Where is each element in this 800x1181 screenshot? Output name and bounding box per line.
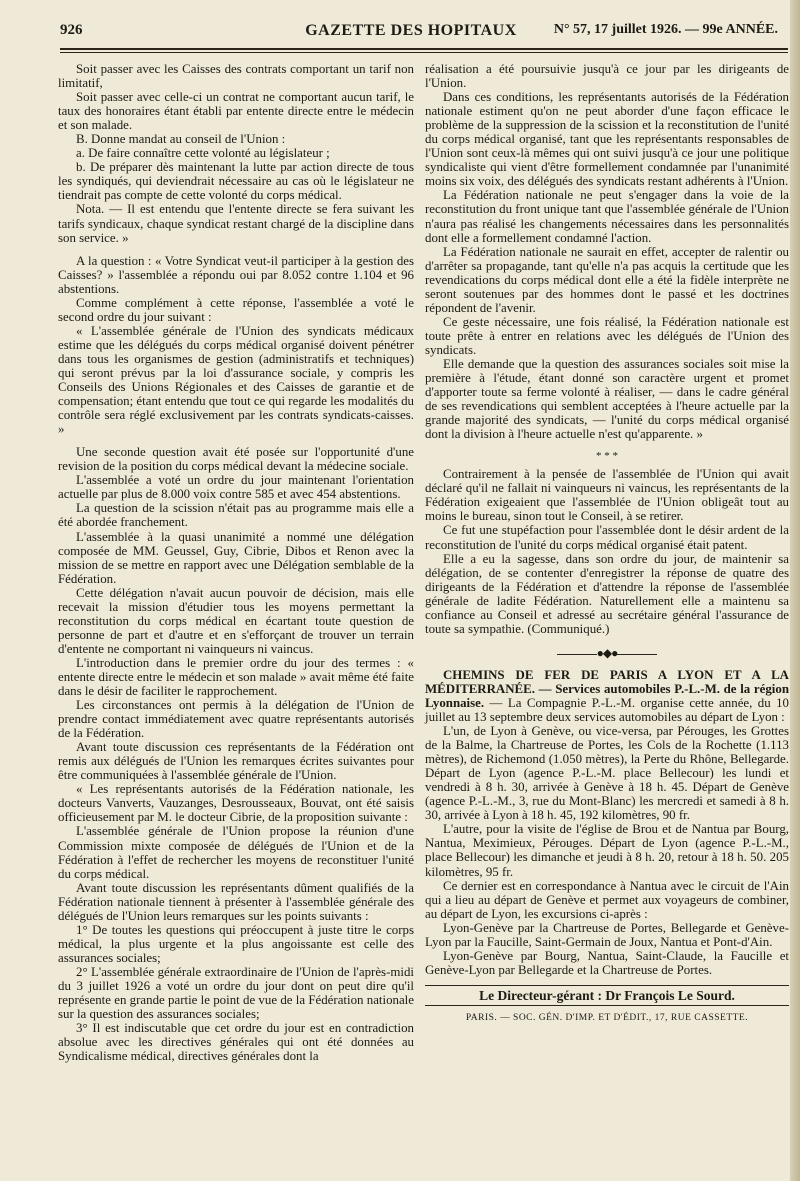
paragraph: b. De préparer dès maintenant la lutte par action directe de tous les syndiqués, qui deviendrait nécessaire au cas où le législateur ne tiendrait pas compte de cette volonté du corps médical. <box>58 160 414 203</box>
paragraph: Comme complément à cette réponse, l'assemblée a voté le second ordre du jour suivant : <box>58 295 414 324</box>
paragraph: Nota. — Il est entendu que l'entente directe se fera suivant les tarifs syndicaux, chaque syndicat restant chargé de la discipline dans son service. » <box>58 202 414 245</box>
paragraph: « Les représentants autorisés de la Fédération nationale, les docteurs Vanverts, Vauzanges, Desrousseaux, Bouvat, ont été saisis officieusement par M. le docteur Cibrie, de la proposition suivante : <box>58 782 414 825</box>
paragraph: La question de la scission n'était pas au programme mais elle a été abordée franchement. <box>58 501 414 530</box>
paragraph: L'un, de Lyon à Genève, ou vice-versa, par Pérouges, les Grottes de la Balme, la Chartreuse de Portes, les Cols de la Rochette (1.113 mètres), de Richemond (1.050 mètres), la Perte du Rhône, Bellegarde. Départ de Lyon (agence P.-L.-M. place Bellecour) les lundi et vendredi à 8 h. 30, arrivée à Genève à 18 h. 45. Départ de Genève (agence P.-L.-M., 3, rue du Mont-Blanc) les mercredi et samedi à 8 h. 30, arrivée à Lyon à 18 h. 45, 192 kilomètres, 90 fr. <box>425 724 789 823</box>
paragraph <box>425 668 789 724</box>
paragraph: Avant toute discussion les représentants dûment qualifiés de la Fédération nationale tiennent à présenter à l'assemblée générale des délégués de l'Union leurs remarques sur les points suivants : <box>58 880 414 923</box>
paragraph: réalisation a été poursuivie jusqu'à ce jour par les dirigeants de l'Union. <box>425 62 789 91</box>
paragraph: Les circonstances ont permis à la délégation de l'Union de prendre contact immédiatement avec quatre représentants autorisés de la Fédération. <box>58 698 414 741</box>
issue-info: N° 57, 17 juillet 1926. — 99e ANNÉE. <box>553 22 778 37</box>
railway-heading: CHEMINS DE FER DE PARIS A LYON ET A LA MÉDITERRANÉE. — Services automobiles P.-L.-M. de la région Lyonnaise. <box>425 667 789 710</box>
paragraph: Dans ces conditions, les représentants autorisés de la Fédération nationale estiment qu'on ne peut aborder d'une façon efficace le problème de la suppression de la scission et la reconstitution de l'unité du corps médical organisé, tant que les représentants responsables de l'Union sont ceux-là mêmes qui ont suivi jusqu'à ce jour une politique syndicaliste qui vient d'être formellement condamnée par l'unanimité moins six voix, des délégués des syndicats restant adhérents à l'Union. <box>425 90 789 189</box>
paragraph: Avant toute discussion ces représentants de la Fédération ont remis aux délégués de l'Union les remarques écrites suivantes pour être communiquées à l'assemblée générale de l'Union. <box>58 740 414 783</box>
printer-line: PARIS. — SOC. GÉN. D'IMP. ET D'ÉDIT., 17, RUE CASSETTE. <box>465 1012 749 1023</box>
paragraph: L'assemblée à la quasi unanimité a nommé une délégation composée de MM. Geussel, Guy, Cibrie, Dibos et Renon avec la mission de se mettre en rapport avec une Délégation semblable de la Fédération. <box>58 529 414 586</box>
paragraph: Soit passer avec les Caisses des contrats comportant un tarif non limitatif, <box>58 62 414 91</box>
director-line: Le Directeur-gérant : Dr François Le Sourd. <box>425 985 789 1006</box>
paragraph: 1° De toutes les questions qui préoccupent à juste titre le corps médical, la plus urgente et la plus angoissante est celle des assurances sociales; <box>58 922 414 965</box>
paragraph: Une seconde question avait été posée sur l'opportunité d'une revision de la position du corps médical devant la médecine sociale. <box>58 445 414 474</box>
paragraph: Ce geste nécessaire, une fois réalisé, la Fédération nationale est toute prête à entrer en relations avec les délégués de l'Union des syndicats. <box>425 314 789 357</box>
paragraph: Ce dernier est en correspondance à Nantua avec le circuit de l'Ain qui a lieu au départ de Genève et permet aux voyageurs de combiner, au départ de Lyon, les excursions ci-après : <box>425 878 789 921</box>
paragraph: Elle a eu la sagesse, dans son ordre du jour, de maintenir sa délégation, de se contenter d'enregistrer la réponse de quatre des dirigeants de la Fédération et d'attendre la réponse de l'assemblée générale de ladite Fédération. Naturellement elle a maintenu sa confiance au Conseil et adressé au secrétaire général l'assurance de toute sa sympathie. (Communiqué.) <box>425 551 789 636</box>
paragraph: Lyon-Genève par Bourg, Nantua, Saint-Claude, la Faucille et Genève-Lyon par Bellegarde et la Chartreuse de Portes. <box>425 948 789 977</box>
paragraph: L'assemblée générale de l'Union propose la réunion d'une Commission mixte composée de délégués de l'Union et de la Fédération à l'effet de rechercher les moyens de reconstituer l'unité du corps médical. <box>58 824 414 881</box>
paragraph: Cette délégation n'avait aucun pouvoir de décision, mais elle recevait la mission d'étudier tous les moyens permettant la reconstitution du corps médical en écartant toute question de personne de part et d'autre et en s'efforçant de trouver un terrain d'entente ne comportant ni vainqueurs ni vaincus. <box>58 585 414 656</box>
paragraph: Contrairement à la pensée de l'assemblée de l'Union qui avait déclaré qu'il ne fallait ni vainqueurs ni vaincus, les représentants de la Fédération exigeaient que l'assemblée de l'Union obligeât tout au moins le bureau, sinon tout le Conseil, à se retirer. <box>425 467 789 524</box>
railway-intro: — La Compagnie P.-L.-M. organise cette année, du 10 juillet au 13 septembre deux services automobiles au départ de Lyon : <box>425 695 789 725</box>
page-header <box>30 22 792 44</box>
journal-title: GAZETTE DES HOPITAUX <box>305 22 517 39</box>
paragraph: L'introduction dans le premier ordre du jour des termes : « entente directe entre le médecin et son malade » avait même été faite dans le désir de faciliter le rapprochement. <box>58 655 414 699</box>
left-column <box>58 62 414 1063</box>
right-column <box>425 62 789 1025</box>
paragraph: La Fédération nationale ne saurait en effet, accepter de ralentir ou d'arrêter sa propagande, tant qu'elle n'a pas acquis la certitude que les revendications du corps médical dont elle a été la fidèle interprète ne seront soutenues par des hommes dont le passé et les doctrines répondent de l'avenir. <box>425 244 789 315</box>
paragraph: Elle demande que la question des assurances sociales soit mise la première à l'étude, étant donné son caractère urgent et promet d'apporter toute sa ferme volonté à réaliser, — dans le cadre général de ses revendications qui semblent acceptées à l'heure actuelle par la grande majorité des syndicats, — l'unité du corps médical organisé dont la division à l'heure actuelle n'est qu'apparente. » <box>425 356 789 442</box>
paragraph: Lyon-Genève par la Chartreuse de Portes, Bellegarde et Genève-Lyon par la Faucille, Saint-Germain de Joux, Nantua et Pont-d'Ain. <box>425 920 789 949</box>
paragraph: Ce fut une stupéfaction pour l'assemblée dont le désir ardent de la reconstitution de l'unité du corps médical organisé était patent. <box>425 523 789 552</box>
paragraph: La Fédération nationale ne peut s'engager dans la voie de la reconstitution du front unique tant que l'assemblée générale de l'Union n'aura pas réalisé les changements nécessaires dans les personnalités dont elle a formellement condamné l'action. <box>425 188 789 245</box>
paragraph: 2° L'assemblée générale extraordinaire de l'Union de l'après-midi du 3 juillet 1926 a voté un ordre du jour dont on peut dire qu'il représente en grande partie le point de vue de la Fédération nationale sur la question des assurances sociales; <box>58 964 414 1022</box>
paragraph: L'assemblée a voté un ordre du jour maintenant l'orientation actuelle par plus de 8.000 voix contre 585 et avec 454 abstentions. <box>58 473 414 502</box>
paragraph: 3° Il est indiscutable que cet ordre du jour est en contradiction absolue avec les directives générales qui ont été données au Syndicalisme médical, directives générales dont la <box>58 1021 414 1064</box>
paragraph: L'autre, pour la visite de l'église de Brou et de Nantua par Bourg, Nantua, Meximieux, Pérouges. Départ de Lyon (agence P.-L.-M., place Bellecour) les dimanche et jeudi à 8 h. 20, retour à 18 h. 50. 205 kilomètres, 95 fr. <box>425 822 789 879</box>
paragraph: Soit passer avec celle-ci un contrat ne comportant aucun tarif, le taux des honoraires étant établi par entente directe entre le médecin et son malade. <box>58 90 414 133</box>
header-rule-thin <box>60 52 788 53</box>
scan-edge <box>790 0 800 1181</box>
header-rule <box>60 48 788 50</box>
paragraph: B. Donne mandat au conseil de l'Union : <box>76 132 286 147</box>
section-stars: * * * <box>596 450 618 463</box>
page-number: 926 <box>60 22 83 38</box>
paragraph: a. De faire connaître cette volonté au législateur ; <box>76 146 330 161</box>
paragraph: A la question : « Votre Syndicat veut-il participer à la gestion des Caisses? » l'assemblée a répondu oui par 8.052 contre 1.104 et 96 abstentions. <box>58 253 414 296</box>
paragraph: « L'assemblée générale de l'Union des syndicats médicaux estime que les délégués du corps médical organisé doivent pénétrer dans tous les organismes de gestion (administratifs et techniques) qui seront prévus par la loi d'assurance sociale, y compris les Conseils des Unions Régionales et des Caisses de garantie et de compensation; étant entendu que tout ce qui regarde les modalités du contrôle sera réglé exclusivement par les contrats syndicats-caisses. » <box>58 323 414 437</box>
section-ornament: ●◆● <box>425 646 789 660</box>
